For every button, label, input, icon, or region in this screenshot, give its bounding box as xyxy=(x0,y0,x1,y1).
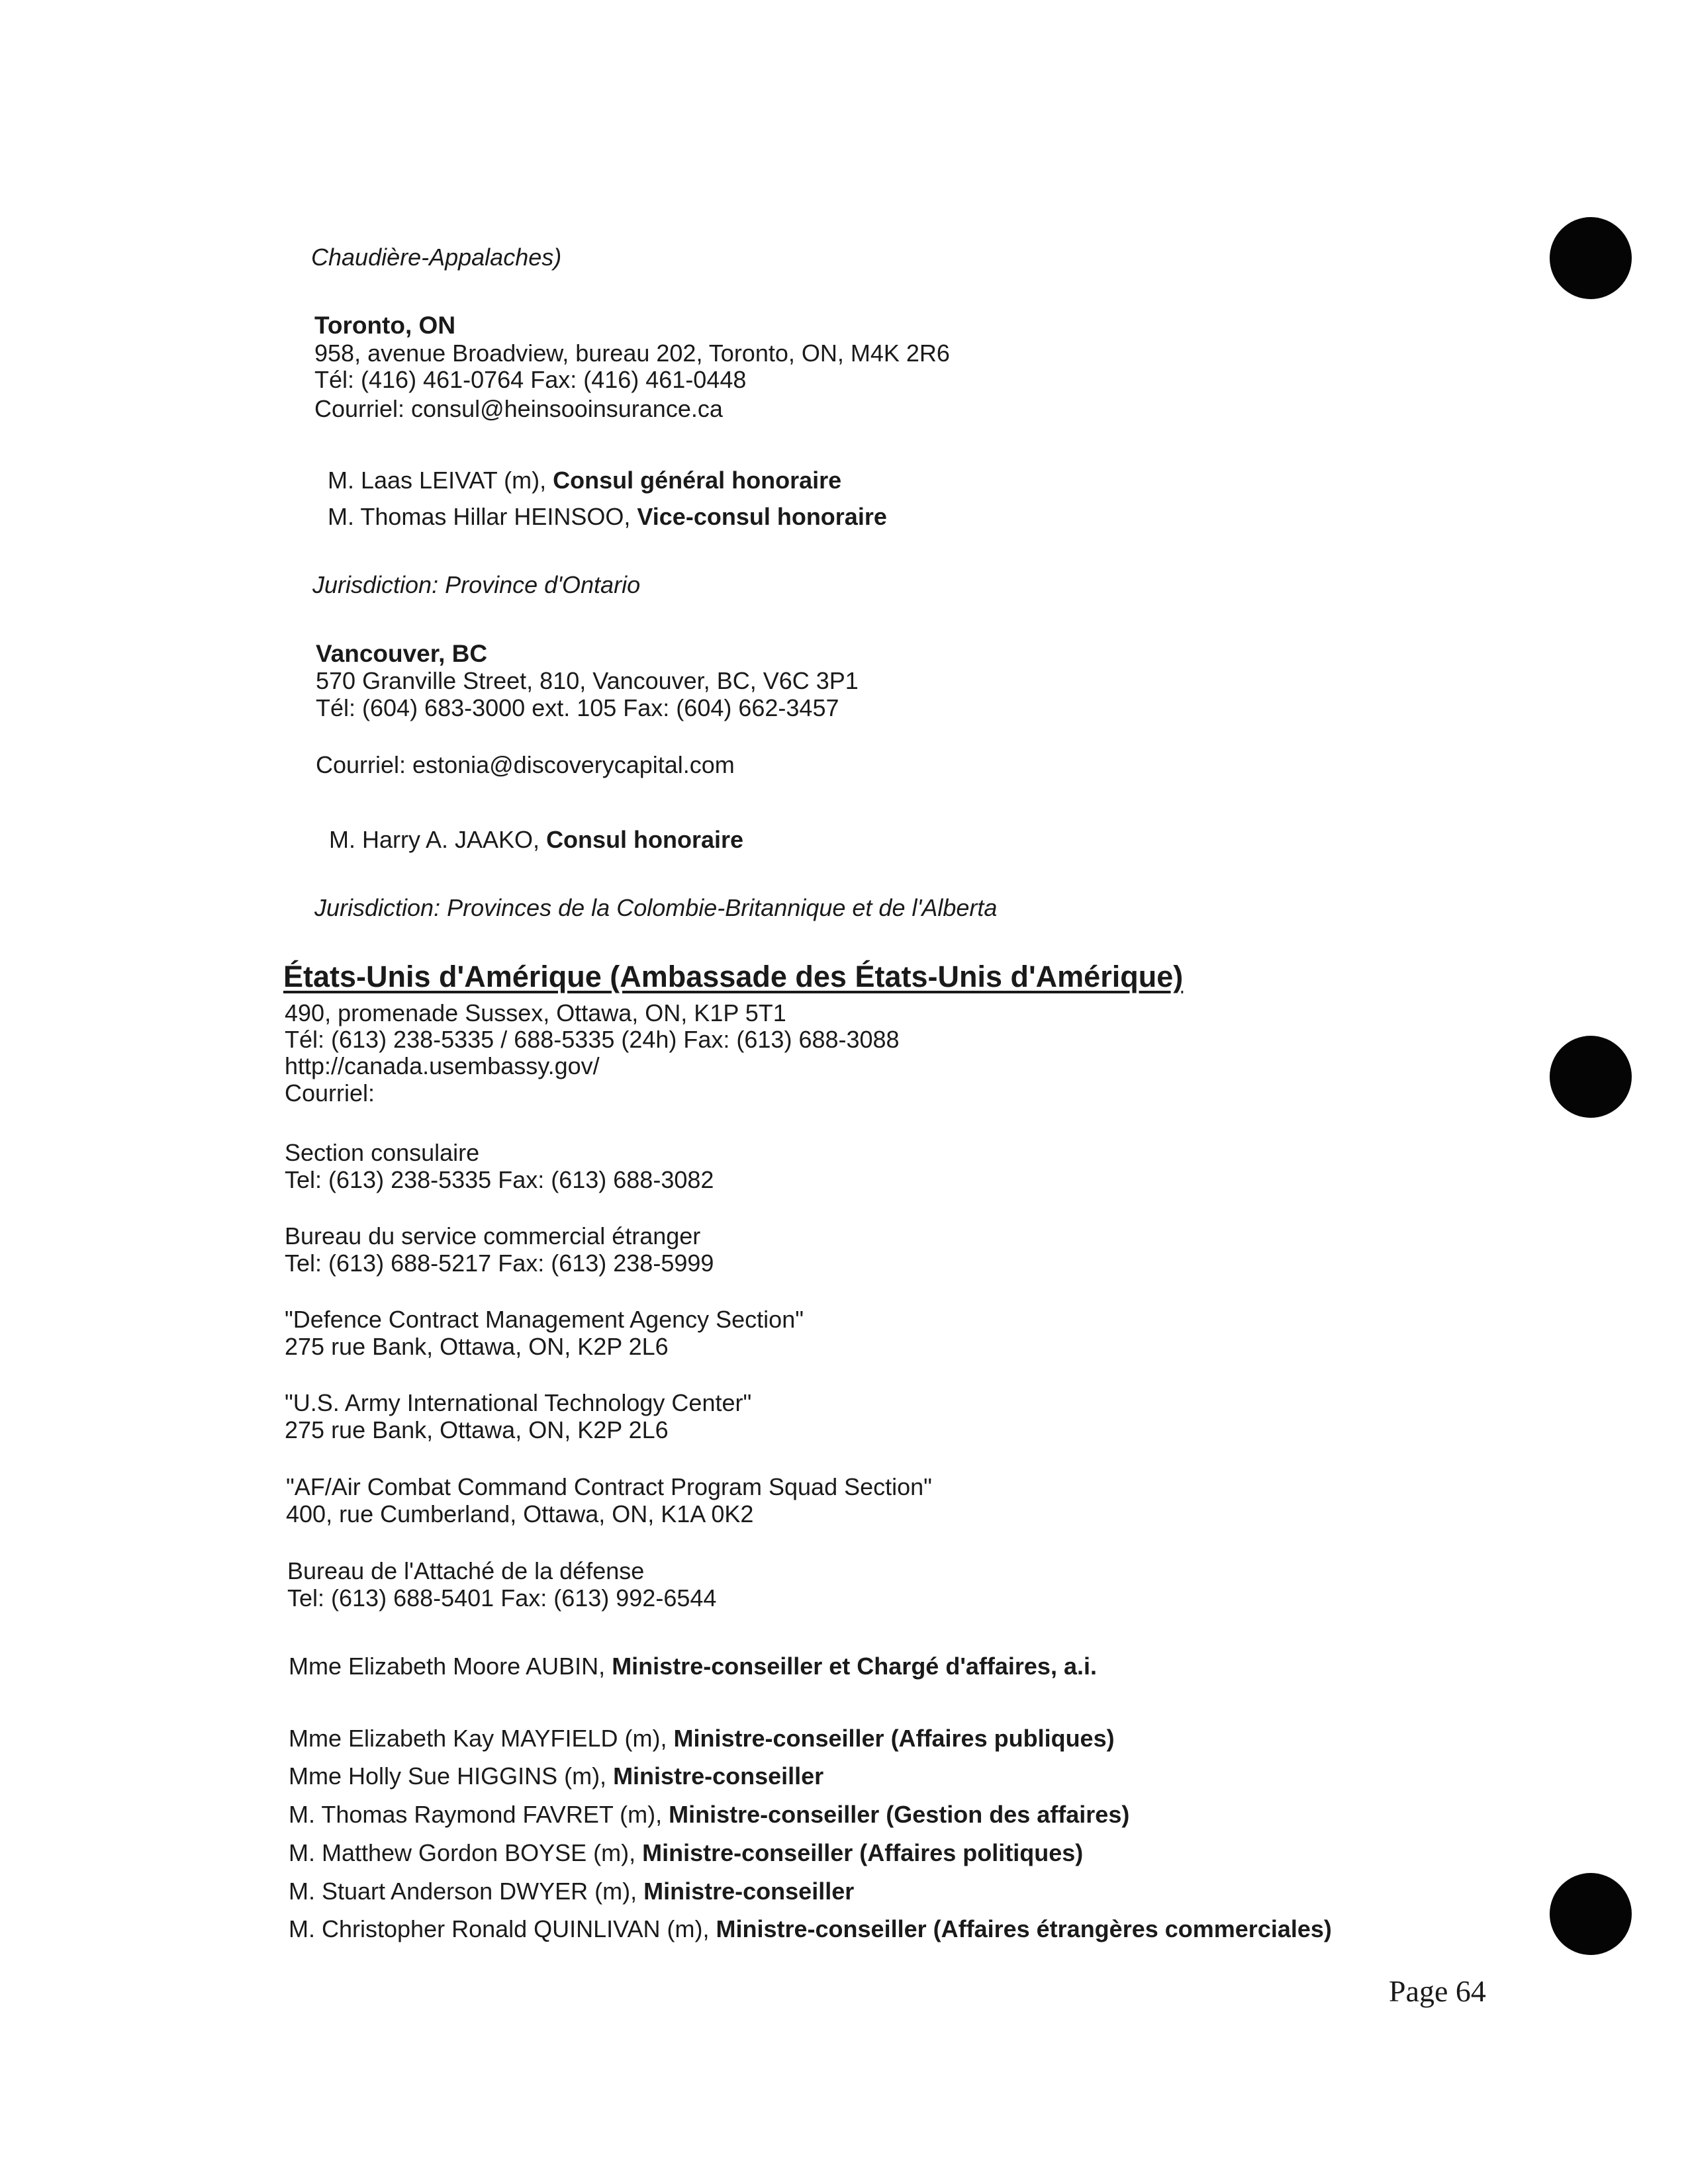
staff-name: M. Stuart Anderson DWYER (m), xyxy=(289,1878,644,1905)
embassy-website: http://canada.usembassy.gov/ xyxy=(285,1052,600,1079)
punch-hole-top xyxy=(1550,217,1632,299)
staff-title: Ministre-conseiller (Affaires étrangères commerciales) xyxy=(716,1915,1332,1942)
continued-region: Chaudière-Appalaches) xyxy=(311,244,562,271)
vancouver-jurisdiction: Jurisdiction: Provinces de la Colombie-Britannique et de l'Alberta xyxy=(314,894,998,921)
toronto-staff-row xyxy=(328,502,887,531)
staff-title: Vice-consul honoraire xyxy=(637,503,887,530)
section-title: "AF/Air Combat Command Contract Program Squad Section" xyxy=(286,1473,932,1500)
vancouver-staff-row xyxy=(329,825,743,854)
staff-name: M. Thomas Hillar HEINSOO, xyxy=(328,503,637,530)
section-title: Bureau de l'Attaché de la défense xyxy=(287,1557,645,1584)
country-heading: États-Unis d'Amérique (Ambassade des États-Unis d'Amérique) xyxy=(283,960,1184,993)
embassy-staff-row xyxy=(289,1762,823,1791)
staff-title: Ministre-conseiller (Affaires publiques) xyxy=(673,1725,1115,1752)
staff-title: Ministre-conseiller xyxy=(613,1762,824,1790)
embassy-staff-row xyxy=(289,1724,1115,1753)
punch-hole-bottom xyxy=(1550,1873,1632,1955)
section-title: "U.S. Army International Technology Center" xyxy=(285,1389,752,1416)
section-title: Section consulaire xyxy=(285,1139,480,1166)
section-detail: 275 rue Bank, Ottawa, ON, K2P 2L6 xyxy=(285,1333,669,1360)
toronto-email: Courriel: consul@heinsooinsurance.ca xyxy=(314,395,723,422)
staff-title: Consul honoraire xyxy=(546,826,744,853)
vancouver-email: Courriel: estonia@discoverycapital.com xyxy=(316,751,735,778)
staff-name: M. Thomas Raymond FAVRET (m), xyxy=(289,1801,669,1828)
embassy-staff-row xyxy=(289,1877,854,1906)
staff-name: M. Christopher Ronald QUINLIVAN (m), xyxy=(289,1915,716,1942)
section-detail: Tel: (613) 238-5335 Fax: (613) 688-3082 xyxy=(285,1166,714,1193)
section-detail: Tel: (613) 688-5401 Fax: (613) 992-6544 xyxy=(287,1584,717,1612)
charge-affaires-row xyxy=(289,1652,1097,1681)
toronto-city: Toronto, ON xyxy=(314,312,456,339)
vancouver-address: 570 Granville Street, 810, Vancouver, BC, V6C 3P1 xyxy=(316,667,859,694)
page-number: Page 64 xyxy=(1389,1974,1486,2008)
staff-title: Ministre-conseiller xyxy=(643,1878,855,1905)
embassy-address: 490, promenade Sussex, Ottawa, ON, K1P 5T1 xyxy=(285,999,786,1026)
embassy-email: Courriel: xyxy=(285,1079,375,1107)
staff-title: Consul général honoraire xyxy=(553,467,842,494)
embassy-phone: Tél: (613) 238-5335 / 688-5335 (24h) Fax: (613) 688-3088 xyxy=(285,1026,900,1053)
punch-hole-middle xyxy=(1550,1036,1632,1118)
toronto-staff-row xyxy=(328,466,841,495)
toronto-jurisdiction: Jurisdiction: Province d'Ontario xyxy=(312,571,641,598)
toronto-address: 958, avenue Broadview, bureau 202, Toronto, ON, M4K 2R6 xyxy=(314,340,950,367)
staff-title: Ministre-conseiller (Gestion des affaires) xyxy=(669,1801,1130,1828)
staff-name: M. Matthew Gordon BOYSE (m), xyxy=(289,1839,643,1866)
vancouver-phone: Tél: (604) 683-3000 ext. 105 Fax: (604) 662-3457 xyxy=(316,694,839,721)
embassy-staff-row xyxy=(289,1839,1083,1868)
staff-title: Ministre-conseiller et Chargé d'affaires, a.i. xyxy=(612,1653,1097,1680)
staff-name: Mme Elizabeth Moore AUBIN, xyxy=(289,1653,612,1680)
embassy-staff-row xyxy=(289,1915,1332,1944)
toronto-phone: Tél: (416) 461-0764 Fax: (416) 461-0448 xyxy=(314,366,747,393)
vancouver-city: Vancouver, BC xyxy=(316,640,488,667)
staff-name: Mme Elizabeth Kay MAYFIELD (m), xyxy=(289,1725,674,1752)
staff-name: Mme Holly Sue HIGGINS (m), xyxy=(289,1762,614,1790)
section-title: "Defence Contract Management Agency Section" xyxy=(285,1306,804,1333)
section-detail: 400, rue Cumberland, Ottawa, ON, K1A 0K2 xyxy=(286,1500,754,1527)
section-title: Bureau du service commercial étranger xyxy=(285,1222,701,1250)
staff-title: Ministre-conseiller (Affaires politiques) xyxy=(642,1839,1084,1866)
section-detail: Tel: (613) 688-5217 Fax: (613) 238-5999 xyxy=(285,1250,714,1277)
embassy-staff-row xyxy=(289,1800,1129,1829)
staff-name: M. Harry A. JAAKO, xyxy=(329,826,547,853)
staff-name: M. Laas LEIVAT (m), xyxy=(328,467,553,494)
section-detail: 275 rue Bank, Ottawa, ON, K2P 2L6 xyxy=(285,1416,669,1443)
